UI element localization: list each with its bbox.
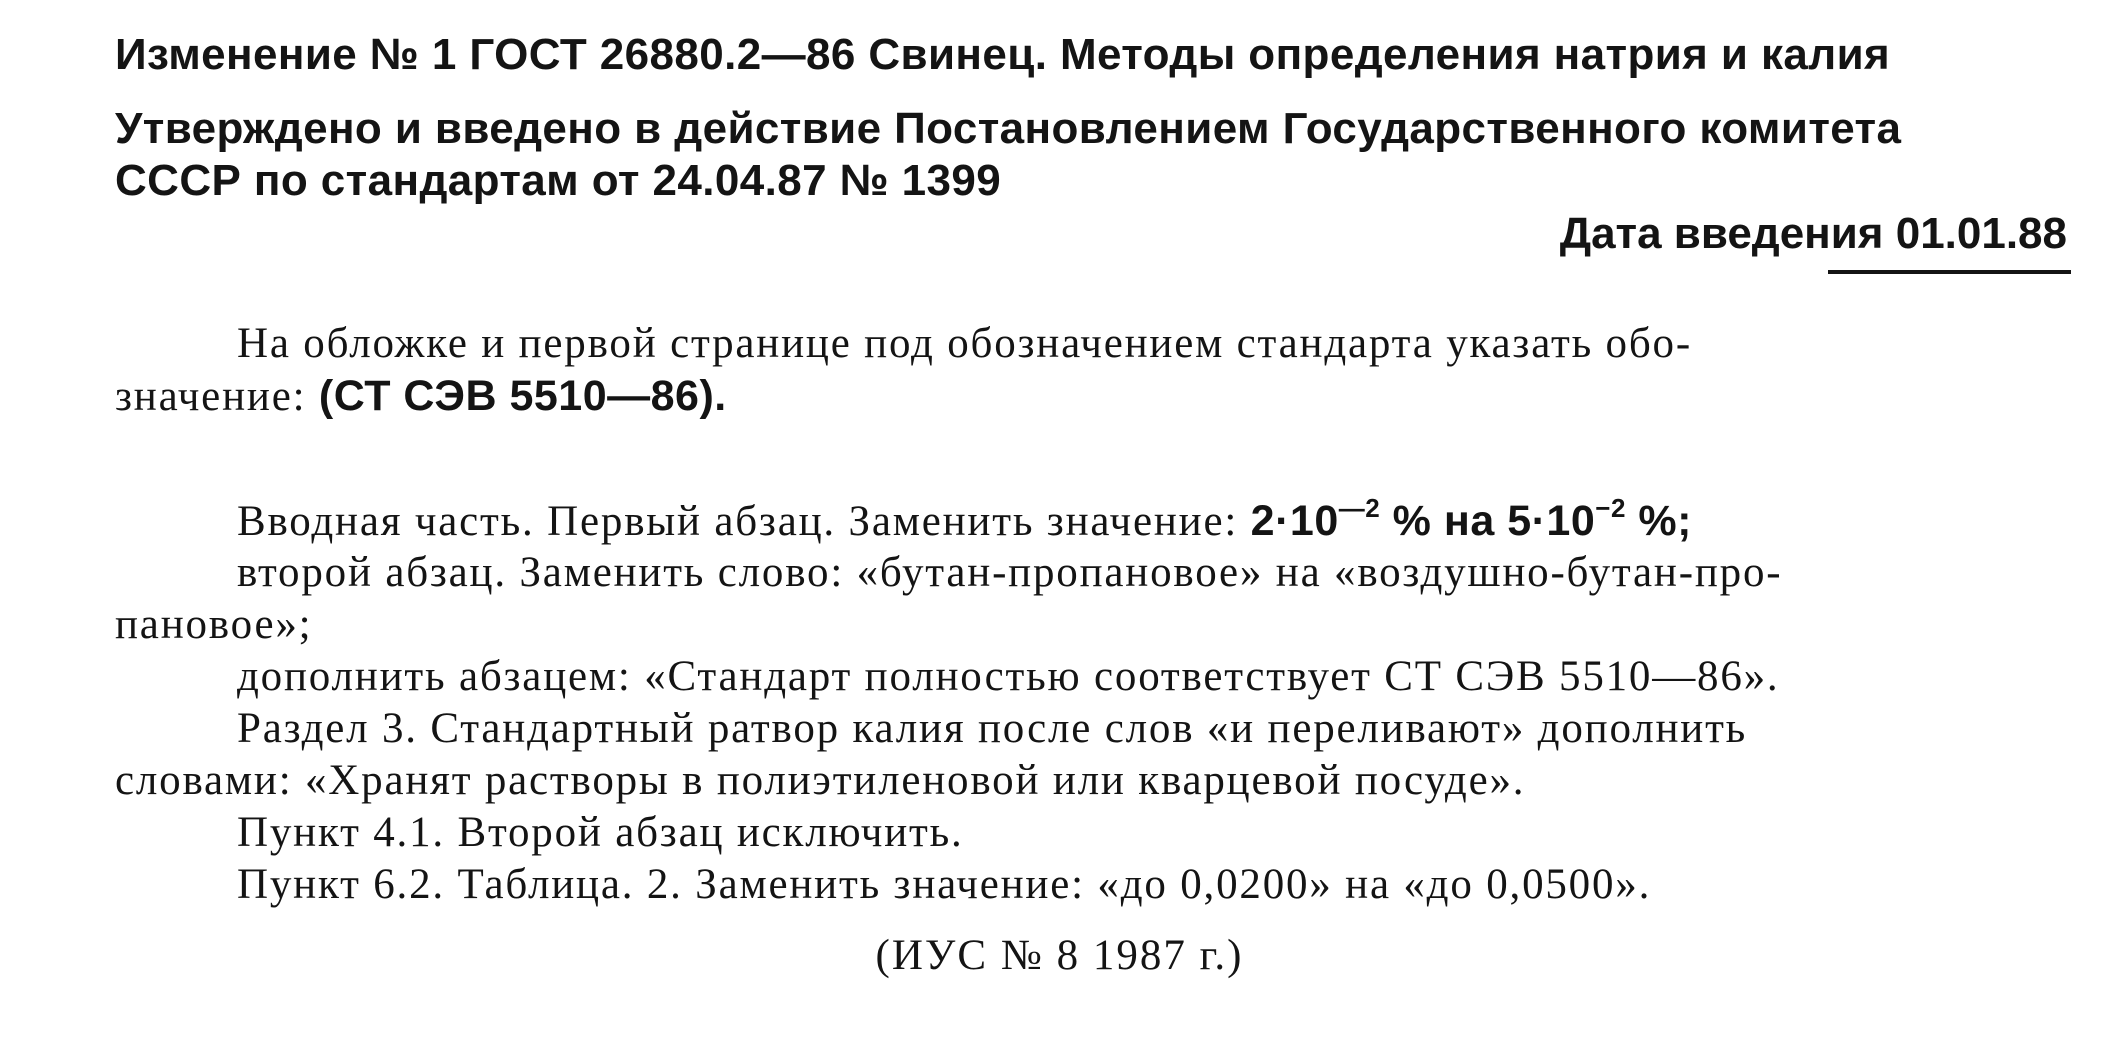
effective-date bbox=[1560, 205, 2067, 263]
paragraph-cover-line-1: На обложке и первой странице под обозначением стандарта указать обо- bbox=[237, 320, 1692, 367]
on-word: на bbox=[1443, 497, 1508, 545]
section-3-line-1: Раздел 3. Стандартный ратвор калия после слов «и переливают» дополнить bbox=[237, 705, 1748, 752]
paragraph-cover-line-2 bbox=[115, 370, 727, 423]
paragraph-cover-text: значение: bbox=[115, 373, 319, 420]
clause-6-2: Пункт 6.2. Таблица. 2. Заменить значение: «до 0,0200» на «до 0,0500». bbox=[237, 861, 1652, 908]
intro-text: Вводная часть. Первый абзац. Заменить значение: bbox=[237, 498, 1251, 545]
date-underline bbox=[1828, 270, 2071, 274]
intro-second-paragraph-line-2: пановое»; bbox=[115, 601, 313, 648]
intro-second-paragraph-line-1: второй абзац. Заменить слово: «бутан-пропановое» на «воздушно-бутан-про- bbox=[237, 549, 1783, 596]
addition-paragraph: дополнить абзацем: «Стандарт полностью соответствует СТ СЭВ 5510—86». bbox=[237, 653, 1780, 700]
amendment-title: Изменение № 1 ГОСТ 26880.2—86 Свинец. Методы определения натрия и калия bbox=[115, 30, 1891, 79]
approval-line-2: СССР по стандартам от 24.04.87 № 1399 bbox=[115, 156, 1002, 205]
clause-4-1: Пункт 4.1. Второй абзац исключить. bbox=[237, 809, 964, 856]
approval-line-1: Утверждено и введено в действие Постановлением Государственного комитета bbox=[115, 104, 1902, 153]
source-reference: (ИУС № 8 1987 г.) bbox=[875, 932, 1244, 979]
section-3-line-2: словами: «Хранят растворы в полиэтиленовой или кварцевой посуде». bbox=[115, 757, 1526, 804]
standard-designation: (СТ СЭВ 5510—86). bbox=[318, 372, 727, 420]
effective-date-label: Дата введения bbox=[1559, 209, 1884, 258]
effective-date-value: 01.01.88 bbox=[1895, 209, 2067, 258]
new-value: $5\cdot 10^{-2}$ %; bbox=[1507, 493, 1692, 545]
intro-first-paragraph-line bbox=[237, 495, 1692, 548]
old-value: $2\cdot 10^{—2}$ % bbox=[1250, 493, 1444, 545]
